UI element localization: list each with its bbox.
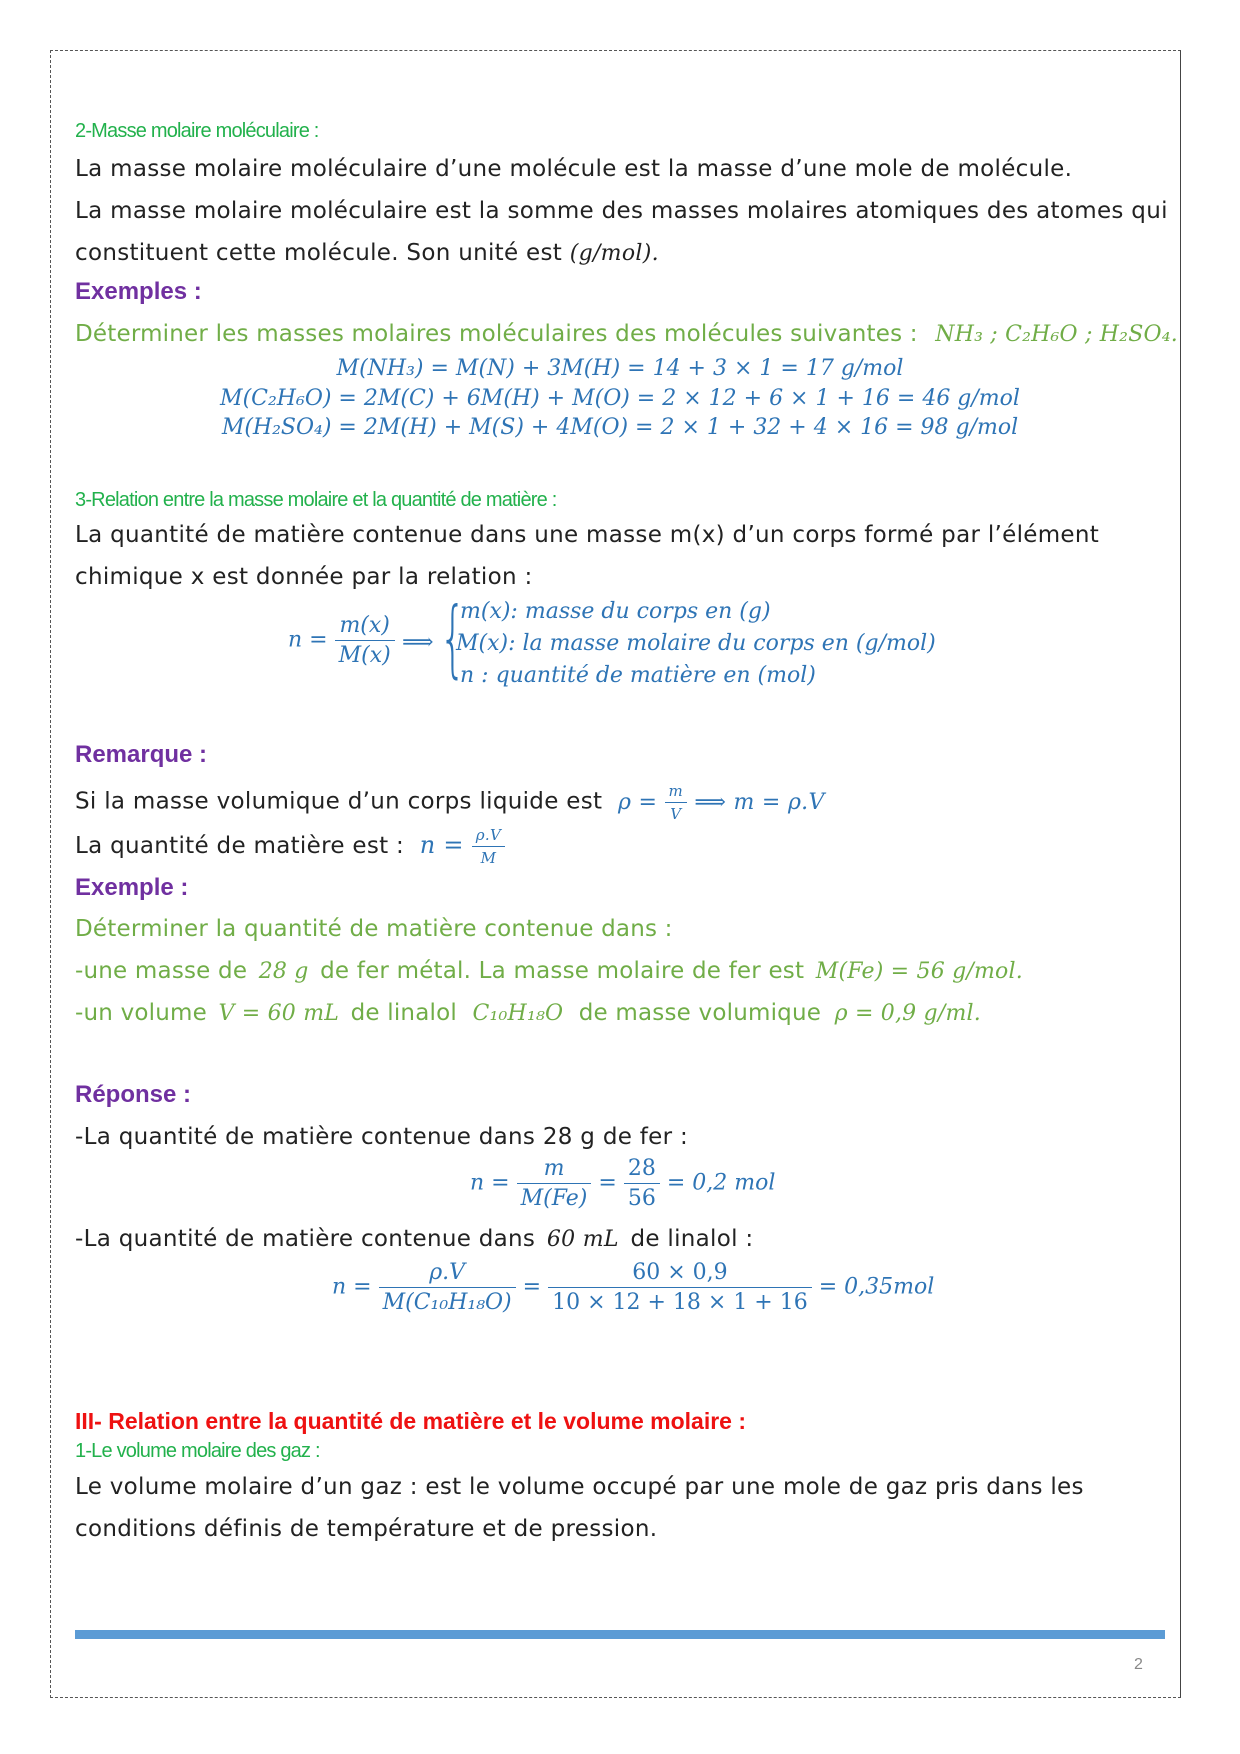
molar-mass-value: M(Fe) = 56 g/mol. — [815, 959, 1023, 984]
fraction — [548, 1260, 812, 1315]
fraction-numerator: m — [665, 782, 688, 803]
equation-c2h6o: M(C₂H₆O) = 2M(C) + 6M(H) + M(O) = 2 × 12 + 6 × 1 + 16 = 46 g/mol — [220, 386, 1020, 411]
fraction-denominator: V — [670, 805, 682, 823]
fraction — [517, 1156, 592, 1211]
volume-value: 60 mL — [546, 1227, 619, 1252]
fraction-numerator: m — [517, 1156, 592, 1184]
molecule-list: NH₃ ; C₂H₆O ; H₂SO₄. — [935, 322, 1178, 347]
equals-sign: = — [598, 1170, 617, 1196]
fraction — [624, 1156, 660, 1211]
remark-text: La quantité de matière est : — [75, 833, 405, 859]
fraction-denominator: 10 × 12 + 18 × 1 + 16 — [552, 1290, 808, 1315]
response-text: de linalol : — [630, 1226, 754, 1252]
response-text: -La quantité de matière contenue dans — [75, 1226, 536, 1252]
formula-lhs: n = — [332, 1274, 372, 1300]
remark-text: Si la masse volumique d’un corps liquide est — [75, 788, 603, 815]
equation-nh3: M(NH₃) = M(N) + 3M(H) = 14 + 3 × 1 = 17 g/mol — [336, 356, 904, 381]
mass-relation: ⟹ m = ρ.V — [694, 789, 825, 815]
example-text: de masse volumique — [578, 1000, 822, 1026]
fraction-numerator: ρ.V — [472, 826, 505, 847]
remark-line-quantity — [75, 826, 505, 867]
formula-lhs: n = — [288, 627, 328, 653]
fraction-denominator: M(x) — [338, 643, 391, 668]
example-text: -un volume — [75, 1000, 207, 1026]
definition-molar-mass: M(x): la masse molaire du corps en (g/mol) — [456, 631, 936, 656]
remark-line-density — [75, 782, 825, 823]
page-number: 2 — [1134, 1656, 1143, 1673]
fraction-numerator: 60 × 0,9 — [548, 1260, 812, 1288]
fraction — [379, 1260, 516, 1315]
footer-bar — [75, 1630, 1165, 1639]
paragraph-line — [75, 240, 659, 266]
response-heading: Réponse : — [75, 1081, 192, 1108]
formula-lhs: n = — [419, 831, 464, 859]
examples-heading: Exemples : — [75, 278, 202, 305]
paragraph: La masse molaire moléculaire est la somme des masses molaires atomiques des atomes qui — [75, 198, 1168, 224]
subsection-heading-gas-volume: 1-Le volume molaire des gaz : — [75, 1440, 320, 1462]
equals-sign: = — [522, 1274, 542, 1300]
unit-text: (g/mol). — [569, 241, 659, 266]
fraction-numerator: m(x) — [335, 613, 395, 641]
density-formula — [617, 782, 825, 823]
formula-n-mx-Mx — [288, 613, 395, 668]
quantity-formula — [419, 826, 505, 867]
fraction-denominator: M — [480, 849, 497, 867]
example-text: de fer métal. La masse molaire de fer est — [320, 958, 805, 984]
section-heading-molar-volume: III- Relation entre la quantité de matière et le volume molaire : — [75, 1408, 747, 1434]
equation-linalol-quantity — [332, 1260, 934, 1315]
paragraph: La quantité de matière contenue dans une masse m(x) d’un corps formé par l’élément — [75, 522, 1100, 548]
result: = 0,2 mol — [666, 1170, 776, 1196]
fraction — [665, 782, 688, 823]
fraction — [472, 826, 505, 867]
example-heading: Exemple : — [75, 874, 189, 901]
linalol-formula: C₁₀H₁₈O — [472, 1001, 564, 1026]
implies-arrow: ⟹ — [402, 630, 434, 655]
example-text: -une masse de — [75, 958, 248, 984]
response-line-iron: -La quantité de matière contenue dans 28 g de fer : — [75, 1124, 689, 1150]
remark-heading: Remarque : — [75, 741, 208, 768]
paragraph: chimique x est donnée par la relation : — [75, 564, 533, 590]
fraction-denominator: M(C₁₀H₁₈O) — [382, 1290, 512, 1315]
fraction-numerator: 28 — [624, 1156, 660, 1184]
response-line-linalol — [75, 1226, 753, 1252]
equation-h2so4: M(H₂SO₄) = 2M(H) + M(S) + 4M(O) = 2 × 1 + 32 + 4 × 16 = 98 g/mol — [221, 415, 1019, 440]
paragraph: conditions définis de température et de pression. — [75, 1516, 658, 1542]
result: = 0,35mol — [818, 1274, 935, 1300]
fraction-denominator: M(Fe) — [520, 1186, 588, 1211]
volume-value: V = 60 mL — [218, 1001, 340, 1026]
fraction — [335, 613, 395, 668]
definition-mass: m(x): masse du corps en (g) — [460, 599, 771, 624]
exercise-text: Déterminer les masses molaires moléculaires des molécules suivantes : — [75, 321, 918, 347]
formula-lhs: n = — [470, 1170, 510, 1196]
density-value: ρ = 0,9 g/ml. — [834, 1001, 981, 1026]
equation-iron-quantity — [470, 1156, 775, 1211]
definition-quantity: n : quantité de matière en (mol) — [460, 663, 816, 688]
paragraph-text: constituent cette molécule. Son unité est — [75, 240, 563, 266]
rho-lhs: ρ = — [617, 789, 658, 815]
example-text: de linalol — [350, 1000, 457, 1026]
section-heading-molar-mass: 2-Masse molaire moléculaire : — [75, 120, 319, 142]
fraction-numerator: ρ.V — [379, 1260, 516, 1288]
exercise-statement — [75, 321, 1178, 347]
brace-symbol: { — [439, 589, 467, 687]
paragraph: Le volume molaire d’un gaz : est le volume occupé par une mole de gaz pris dans les — [75, 1474, 1084, 1500]
fraction-denominator: 56 — [627, 1186, 656, 1211]
example-question: Déterminer la quantité de matière contenue dans : — [75, 916, 673, 942]
example-item-iron — [75, 958, 1023, 984]
example-item-linalol — [75, 1000, 981, 1026]
paragraph: La masse molaire moléculaire d’une molécule est la masse d’une mole de molécule. — [75, 156, 1073, 182]
section-heading-relation: 3-Relation entre la masse molaire et la quantité de matière : — [75, 489, 557, 511]
mass-value: 28 g — [258, 959, 309, 984]
